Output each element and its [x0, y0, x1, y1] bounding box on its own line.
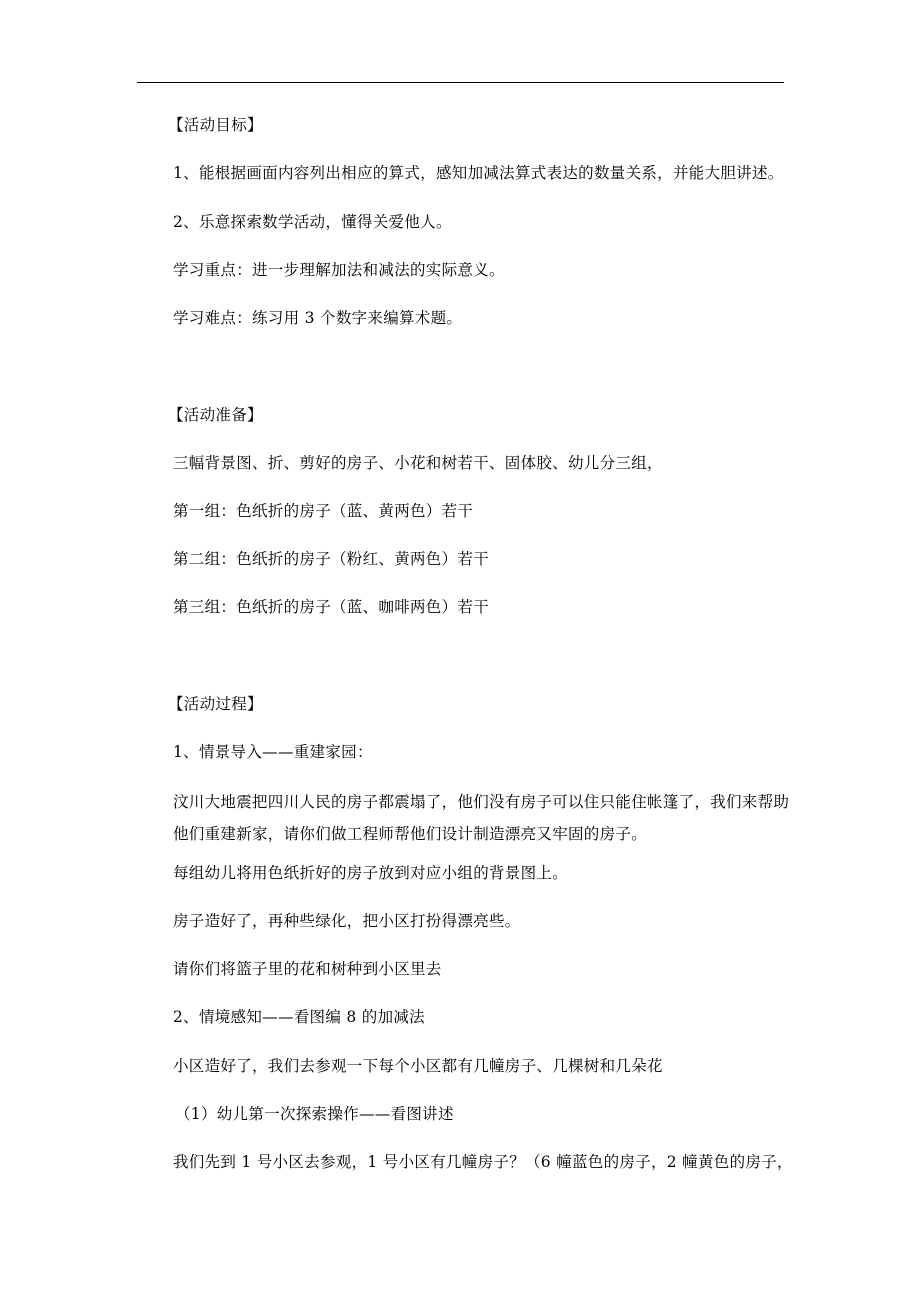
learning-difficulty: 学习难点：练习用 3 个数字来编算术题。: [173, 309, 463, 327]
process-heading: 【活动过程】: [168, 695, 263, 713]
goals-heading: 【活动目标】: [168, 116, 263, 134]
prep-group-2: 第二组：色纸折的房子（粉红、黄两色）若干: [173, 550, 490, 568]
process-step-1-planting: 请你们将篮子里的花和树种到小区里去: [173, 960, 442, 978]
process-step-1-title: 1、情景导入——重建家园：: [173, 743, 373, 761]
learning-focus: 学习重点：进一步理解加法和减法的实际意义。: [173, 261, 505, 279]
process-step-1-greening: 房子造好了，再种些绿化，把小区打扮得漂亮些。: [173, 912, 521, 930]
process-step-1-instruction: 每组幼儿将用色纸折好的房子放到对应小组的背景图上。: [173, 864, 569, 882]
goal-item-2: 2、乐意探索数学活动，懂得关爱他人。: [173, 213, 452, 231]
prep-group-1: 第一组：色纸折的房子（蓝、黄两色）若干: [173, 502, 474, 520]
process-step-2-intro: 小区造好了，我们去参观一下每个小区都有几幢房子、几棵树和几朵花: [173, 1057, 663, 1075]
header-rule: [137, 82, 784, 83]
prep-group-3: 第三组：色纸折的房子（蓝、咖啡两色）若干: [173, 598, 490, 616]
process-step-2-title: 2、情境感知——看图编 8 的加减法: [173, 1008, 425, 1026]
prep-heading: 【活动准备】: [168, 406, 263, 424]
prep-item-1: 三幅背景图、折、剪好的房子、小花和树若干、固体胶、幼儿分三组，: [173, 454, 663, 472]
process-step-1-paragraph: 汶川大地震把四川人民的房子都震塌了，他们没有房子可以住只能住帐篷了，我们来帮助他们重建新家，请你们做工程师帮他们设计制造漂亮又牢固的房子。: [173, 793, 790, 843]
goal-item-1: 1、能根据画面内容列出相应的算式，感知加减法算式表达的数量关系，并能大胆讲述。: [173, 164, 784, 182]
process-substep-1-text: 我们先到 1 号小区去参观，1 号小区有几幢房子？（6 幢蓝色的房子，2 幢黄色的房子，: [173, 1153, 793, 1171]
process-substep-1-title: （1）幼儿第一次探索操作——看图讲述: [175, 1105, 454, 1123]
